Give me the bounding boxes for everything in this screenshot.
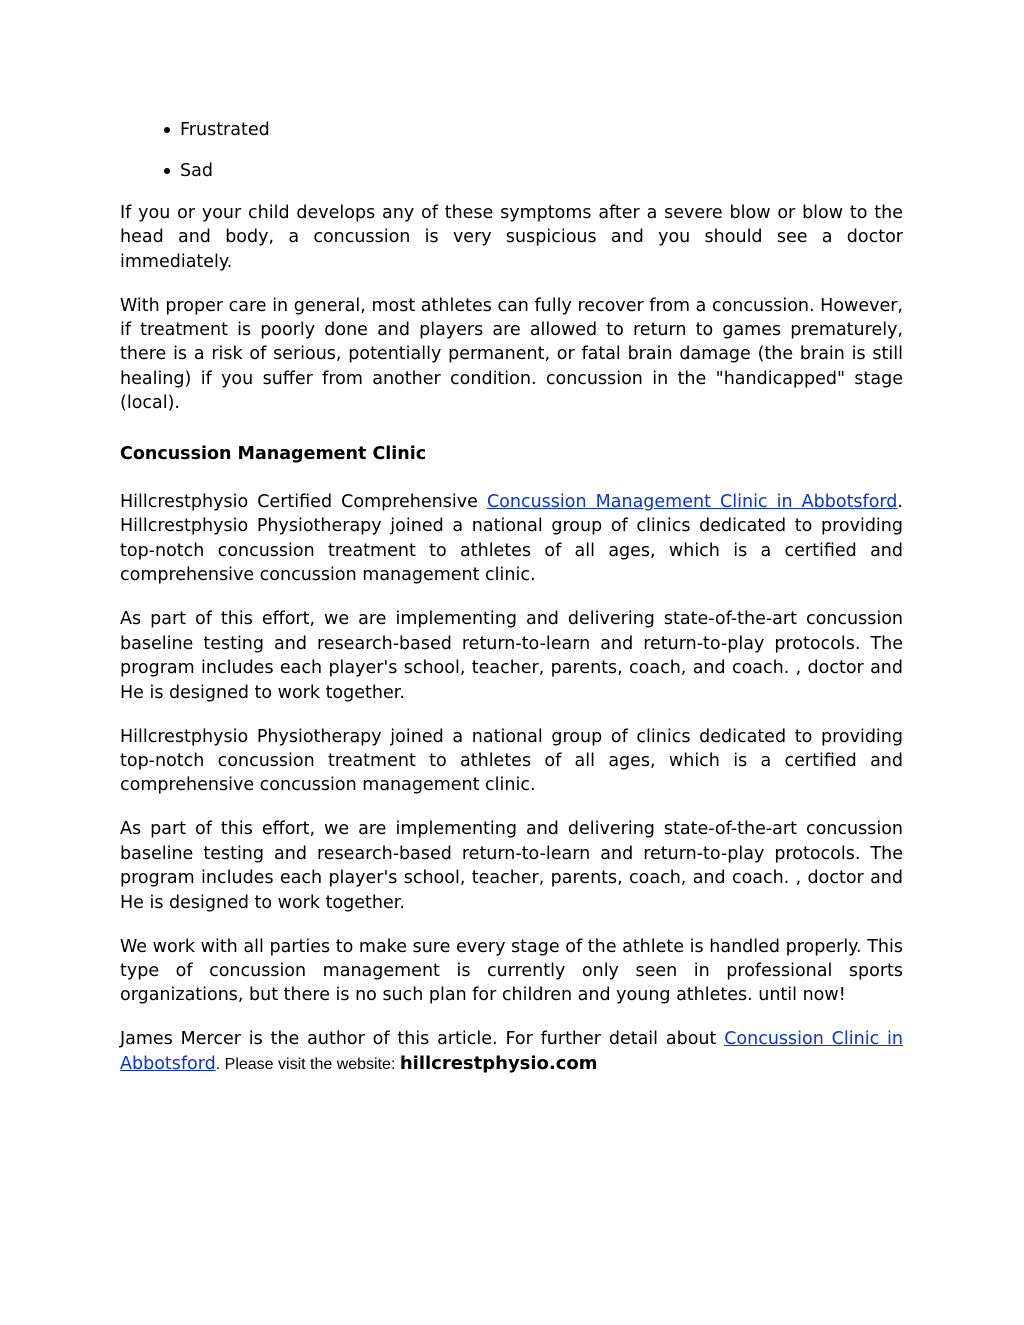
certified-text-before: Hillcrestphysio Certified Comprehensive [120,492,487,513]
joined-paragraph: Hillcrestphysio Physiotherapy joined a national group of clinics dedicated to providing top-notch concussion treatment to athletes of all ages, which is a certified and comprehensive concussion management clinic. [120,726,903,796]
list-item-label: Sad [180,161,213,182]
author-paragraph [120,1027,903,1077]
effort-paragraph-1: As part of this effort, we are implementing and delivering state-of-the-art concussion baseline testing and research-based return-to-learn and return-to-play protocols. The program includes each player's school, teacher, parents, coach, and coach. , doctor and He is designed to work together. [120,609,903,703]
symptom-list [164,118,903,184]
recovery-paragraph: With proper care in general, most athletes can fully recover from a concussion. However, if treatment is poorly done and players are allowed to return to games prematurely, there is a risk of serious, potentially permanent, or fatal brain damage (the brain is still healing) if you suffer from another condition. concussion in the "handicapped" stage (local). [120,295,903,414]
website-name: hillcrestphysio.com [399,1052,598,1074]
certified-paragraph [120,490,903,588]
certified-text-after: . Hillcrestphysio Physiotherapy joined a national group of clinics dedicated to providing top-notch concussion treatment to athletes of all ages, which is a certified and comprehensive concussion management clinic. [120,492,903,586]
bullet-icon [164,127,170,133]
concussion-clinic-link[interactable]: Concussion Clinic in Abbotsford [120,1029,903,1074]
article-body [120,118,903,1097]
section-heading: Concussion Management Clinic [120,443,427,464]
author-text-before: James Mercer is the author of this article. For further detail about [120,1029,725,1050]
symptoms-paragraph: If you or your child develops any of these symptoms after a severe blow or blow to the head and body, a concussion is very suspicious and you should see a doctor immediately. [120,202,903,272]
list-item [164,118,903,142]
list-item-label: Frustrated [180,120,270,140]
author-text-after: . Please visit the website: [215,1055,400,1073]
list-item [164,159,903,183]
effort-paragraph-2: As part of this effort, we are implementing and delivering state-of-the-art concussion baseline testing and research-based return-to-learn and return-to-play protocols. The program includes each player's school, teacher, parents, coach, and coach. , doctor and He is designed to work together. [120,819,903,913]
bullet-icon [164,168,170,174]
parties-paragraph: We work with all parties to make sure every stage of the athlete is handled properly. This type of concussion management is currently only seen in professional sports organizations, but there is no such plan for children and young athletes. until now! [120,936,903,1006]
clinic-abbotsford-link[interactable]: Concussion Management Clinic in Abbotsford [486,492,898,513]
